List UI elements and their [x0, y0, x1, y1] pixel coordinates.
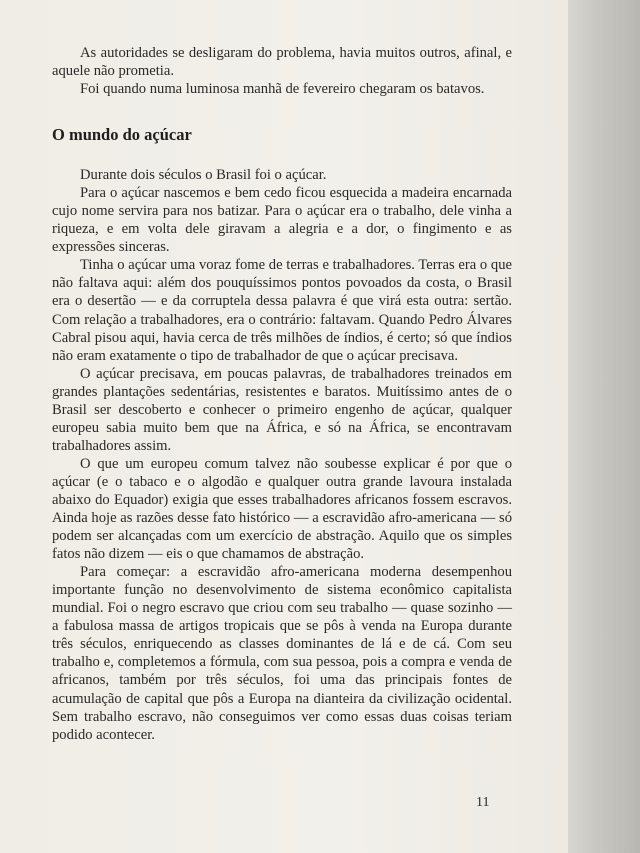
intro-paragraph: As autoridades se desligaram do problema, havia muitos outros, afinal, e aquele não prometia. [52, 45, 512, 80]
body-paragraph: Tinha o açúcar uma voraz fome de terras e trabalhadores. Terras era o que não faltava aqui: além dos pouquíssimos pontos povoados da costa, o Brasil era o desertão — e da corruptela dessa palavra é que virá esta outra: sertão. Com relação a trabalhadores, era o contrário: faltavam. Quando Pedro Álvares Cabral pisou aqui, havia cerca de três milhões de índios, é certo; só que índios não eram exatamente o tipo de trabalhador de que o açúcar precisava. [52, 257, 512, 364]
body-paragraph: Para começar: a escravidão afro-americana moderna desempenhou importante função no desenvolvimento de sistema econômico capitalista mundial. Foi o negro escravo que criou com seu trabalho — quase sozinho — a fabulosa massa de artigos tropicais que se pôs à venda na Europa durante três séculos, enriquecendo as classes dominantes de lá e de cá. Com seu trabalho e, completemos a fórmula, com sua pessoa, pois a compra e venda de africanos, também por três séculos, foi uma das principais fontes de acumulação de capital que pôs a Europa na dianteira da civilização ocidental. Sem trabalho escravo, não conseguimos ver como essas duas coisas teriam podido acontecer. [52, 564, 512, 743]
body-paragraph: Durante dois séculos o Brasil foi o açúcar. [80, 167, 327, 184]
body-paragraph: O açúcar precisava, em poucas palavras, de trabalhadores treinados em grandes plantações sedentárias, resistentes e baratos. Muitíssimo antes de o Brasil ser descoberto e conhecer o primeiro engenho de açúcar, qualquer europeu sabia muito bem que na África, e só na África, se encontravam trabalhadores assim. [52, 365, 512, 454]
body-paragraph: Para o açúcar nascemos e bem cedo ficou esquecida a madeira encarnada cujo nome servira para nos batizar. Para o açúcar era o trabalho, dele vinha a riqueza, e em volta dele giravam a alegria e a dor, o fingimento e as expressões sinceras. [52, 185, 512, 256]
page-number: 11 [476, 795, 490, 810]
intro-paragraph: Foi quando numa luminosa manhã de fevereiro chegaram os batavos. [80, 81, 485, 98]
body-paragraph: O que um europeu comum talvez não soubesse explicar é por que o açúcar (e o tabaco e o algodão e qualquer outra grande lavoura instalada abaixo do Equador) exigia que esses trabalhadores africanos fossem escravos. Ainda hoje as razões desse fato histórico — a escravidão afro-americana — só podem ser alcançadas com um exercício de abstração. Aquilo que os simples fatos não dizem — eis o que chamamos de abstração. [52, 455, 512, 563]
next-page-edge [568, 0, 640, 853]
page-text [52, 44, 512, 744]
section-heading: O mundo do açúcar [52, 125, 192, 145]
